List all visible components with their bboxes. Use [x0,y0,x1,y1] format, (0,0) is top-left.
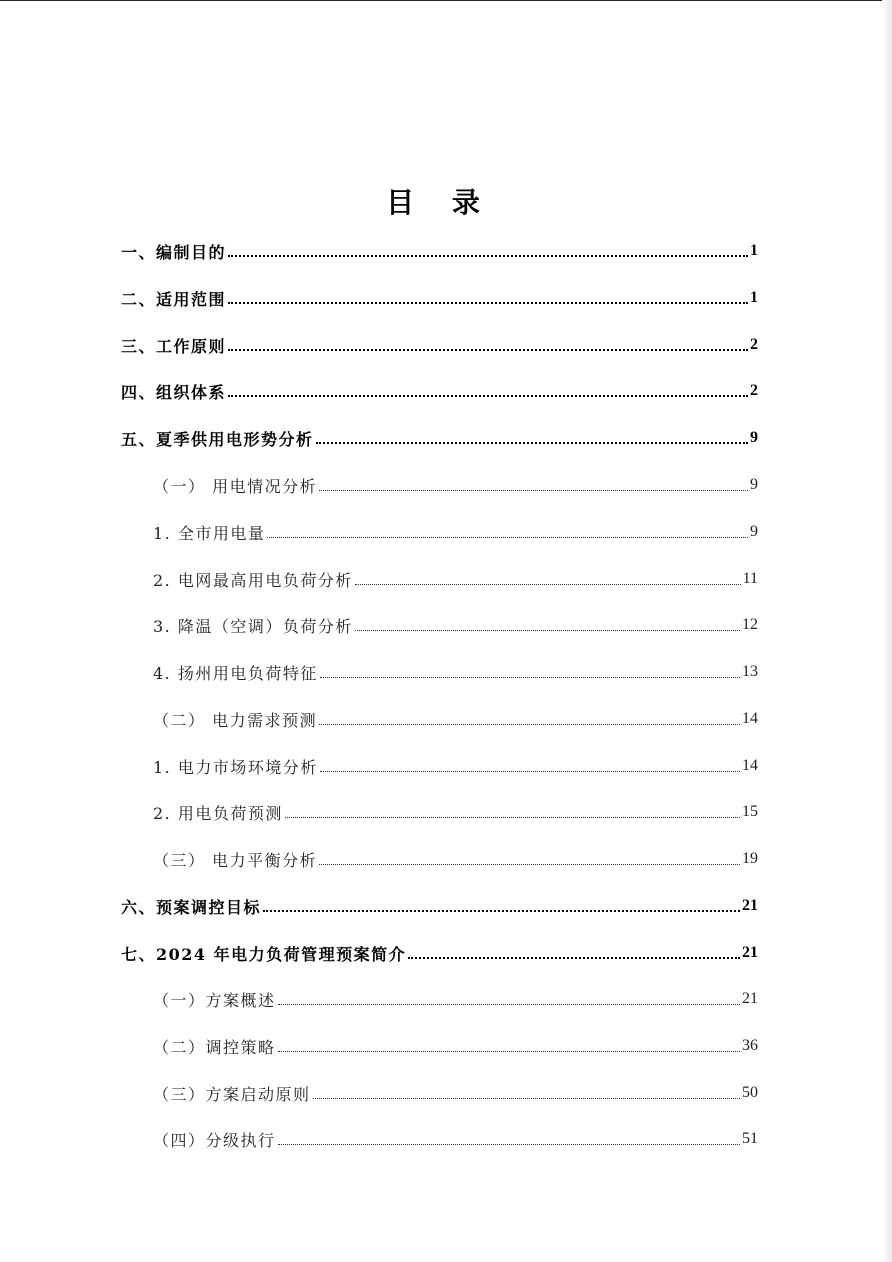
dot-leader [320,758,740,774]
toc-entry-label: （三） 电力平衡分析 [153,850,318,870]
toc-entry-page: 9 [750,429,758,446]
toc-entry-page: 1 [750,242,758,259]
toc-entry-label: 2. 电网最高用电负荷分析 [153,570,353,590]
dot-leader [278,1131,740,1147]
dot-leader [228,337,748,353]
toc-entry-label: （二） 电力需求预测 [153,710,318,730]
toc-entry-page: 2 [750,382,758,399]
toc-entry-page: 1 [750,289,758,306]
dot-leader [278,1038,740,1054]
page-edge-shadow [882,0,892,1262]
toc-entry[interactable] [121,423,758,453]
toc-entry[interactable] [121,938,758,968]
top-border-line [0,0,892,1]
dot-leader [319,477,748,493]
toc-entry-label: 二、适用范围 [121,289,227,309]
toc-entry-label: 一、编制目的 [121,242,227,262]
dot-leader [228,243,748,259]
toc-entry-page: 19 [742,850,758,867]
toc-entry[interactable] [153,610,758,640]
dot-leader [319,851,740,867]
toc-entry-page: 2 [750,336,758,353]
toc-entry-page: 12 [742,616,758,633]
toc-entry[interactable] [153,470,758,500]
toc-entry-page: 9 [750,476,758,493]
toc-entry-page: 11 [742,570,758,587]
toc-entry-page: 36 [742,1037,758,1054]
toc-entry[interactable] [153,844,758,874]
toc-entry-label: 2. 用电负荷预测 [153,803,283,823]
toc-entry[interactable] [121,330,758,360]
toc-entry-page: 9 [750,523,758,540]
dot-leader [319,711,740,727]
toc-entry[interactable] [153,1031,758,1061]
toc-entry-page: 15 [742,803,758,820]
dot-leader [228,383,748,399]
toc-entry-page: 21 [742,897,758,914]
dot-leader [263,898,740,914]
dot-leader [285,804,740,820]
toc-entry[interactable] [153,704,758,734]
toc-entry-label: 五、夏季供用电形势分析 [121,429,314,449]
toc-entry[interactable] [121,236,758,266]
toc-entry[interactable] [153,1078,758,1108]
dot-leader [408,945,740,961]
toc-entry-page: 51 [742,1130,758,1147]
toc-entry-page: 21 [742,990,758,1007]
toc-title: 目 录 [386,186,494,219]
toc-entry[interactable] [153,564,758,594]
toc-entry-label: 六、预案调控目标 [121,897,262,917]
dot-leader [316,430,748,446]
dot-leader [267,524,748,540]
dot-leader [355,617,740,633]
toc-entry[interactable] [153,751,758,781]
dot-leader [228,290,748,306]
toc-entry-page: 13 [742,663,758,680]
toc-entry-page: 50 [742,1084,758,1101]
toc-entry-label: （四）分级执行 [153,1130,276,1150]
toc-entry-page: 14 [742,710,758,727]
dot-leader [278,991,740,1007]
toc-entry-label: 三、工作原则 [121,336,227,356]
toc-entry[interactable] [153,1124,758,1154]
toc-entry-page: 21 [742,944,758,961]
toc-entry-label: （三）方案启动原则 [153,1084,311,1104]
toc-entry-label: 1. 全市用电量 [153,523,266,543]
dot-leader [313,1085,740,1101]
toc-entry[interactable] [153,797,758,827]
toc-entry[interactable] [121,891,758,921]
toc-entry[interactable] [153,657,758,687]
toc-entry-label: 1. 电力市场环境分析 [153,757,318,777]
toc-entry[interactable] [121,283,758,313]
toc-entry[interactable] [121,376,758,406]
dot-leader [355,571,741,587]
toc-entry-label: 4. 扬州用电负荷特征 [153,663,318,683]
toc-entry-page: 14 [742,757,758,774]
toc-entry-label: （二）调控策略 [153,1037,276,1057]
toc-entry-label: （一）方案概述 [153,990,276,1010]
toc-entry-label: （一） 用电情况分析 [153,476,318,496]
toc-entry[interactable] [153,984,758,1014]
toc-entry-label: 3. 降温（空调）负荷分析 [153,616,353,636]
dot-leader [320,664,740,680]
toc-entry-label: 四、组织体系 [121,382,227,402]
toc-entry[interactable] [153,517,758,547]
toc-entry-label: 七、2024 年电力负荷管理预案简介 [121,944,407,964]
